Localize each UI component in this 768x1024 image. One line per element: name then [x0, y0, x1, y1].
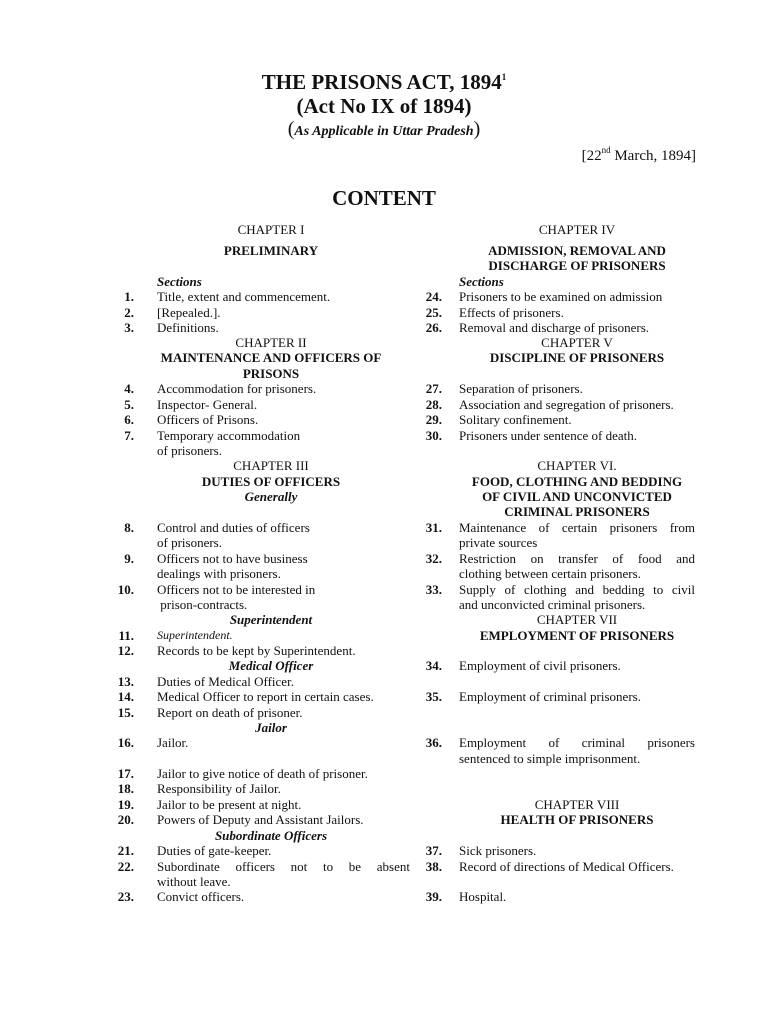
chapter-2-title: MAINTENANCE AND OFFICERS OF [160, 350, 382, 365]
section-title: Removal and discharge of prisoners. [459, 320, 650, 335]
section-title-cont: prison-contracts. [157, 597, 248, 612]
section-number: 38. [425, 859, 442, 874]
section-title: Employment of criminal prisoners. [459, 689, 641, 704]
act-date: [22nd March, 1894] [581, 145, 696, 164]
chapter-8-title: HEALTH OF PRISONERS [500, 812, 654, 827]
subheading-medical-officer: Medical Officer [228, 658, 314, 673]
section-title: Definitions. [157, 320, 219, 335]
section-title: Powers of Deputy and Assistant Jailors. [157, 812, 364, 827]
section-number: 3. [124, 320, 134, 335]
section-title: Officers not to have business [157, 551, 308, 566]
section-title: Supply of clothing and bedding to civil [459, 582, 695, 597]
section-title: Solitary confinement. [459, 412, 572, 427]
section-title: Responsibility of Jailor. [157, 781, 281, 796]
section-number: 24. [425, 289, 442, 304]
section-title: Duties of gate-keeper. [157, 843, 272, 858]
section-number: 21. [117, 843, 134, 858]
section-title: Jailor. [157, 735, 189, 750]
section-title: Temporary accommodation [157, 428, 301, 443]
section-title: Effects of prisoners. [459, 305, 564, 320]
chapter-2-label: CHAPTER II [235, 335, 307, 350]
section-number: 29. [425, 412, 442, 427]
section-title-cont: of prisoners. [157, 443, 222, 458]
section-number: 37. [425, 843, 442, 858]
chapter-6-title-cont: OF CIVIL AND UNCONVICTED [482, 489, 672, 504]
section-number: 36. [425, 735, 442, 750]
section-title: Separation of prisoners. [459, 381, 583, 396]
section-title: Officers of Prisons. [157, 412, 259, 427]
chapter-7-title: EMPLOYMENT OF PRISONERS [479, 628, 675, 643]
section-number: 7. [124, 428, 134, 443]
section-title: Control and duties of officers [157, 520, 310, 535]
section-title: Subordinate officers not to be absent [157, 859, 410, 874]
chapter-4-label: CHAPTER IV [538, 222, 616, 237]
section-number: 35. [425, 689, 442, 704]
chapter-6-title-cont: CRIMINAL PRISONERS [504, 504, 650, 519]
section-number: 5. [124, 397, 134, 412]
chapter-1-title: PRELIMINARY [223, 243, 319, 258]
section-number: 17. [117, 766, 134, 781]
section-title: Title, extent and commencement. [157, 289, 331, 304]
section-number: 22. [117, 859, 134, 874]
section-title-cont: sentenced to simple imprisonment. [459, 751, 641, 766]
section-title: Duties of Medical Officer. [157, 674, 294, 689]
section-number: 34. [425, 658, 442, 673]
section-title-cont: without leave. [157, 874, 231, 889]
section-number: 28. [425, 397, 442, 412]
section-title: Prisoners to be examined on admission [459, 289, 663, 304]
subheading-superintendent: Superintendent [229, 612, 313, 627]
section-title: Sick prisoners. [459, 843, 537, 858]
section-title: Hospital. [459, 889, 507, 904]
section-number: 15. [117, 705, 134, 720]
section-number: 23. [117, 889, 134, 904]
chapter-5-title: DISCIPLINE OF PRISONERS [489, 350, 665, 365]
section-title: Employment of civil prisoners. [459, 658, 621, 673]
section-number: 19. [117, 797, 134, 812]
chapter-8-label: CHAPTER VIII [534, 797, 620, 812]
chapter-4-title: ADMISSION, REMOVAL AND [488, 243, 666, 258]
chapter-4-title-cont: DISCHARGE OF PRISONERS [488, 258, 666, 273]
section-number: 12. [117, 643, 134, 658]
section-number: 18. [117, 781, 134, 796]
section-number: 33. [425, 582, 442, 597]
section-number: 27. [425, 381, 442, 396]
chapter-2-title-cont: PRISONS [242, 366, 300, 381]
section-title-cont: and unconvicted criminal prisoners. [459, 597, 646, 612]
section-title: Association and segregation of prisoners. [459, 397, 674, 412]
section-title: Records to be kept by Superintendent. [157, 643, 356, 658]
section-title-cont: of prisoners. [157, 535, 222, 550]
chapter-7-label: CHAPTER VII [536, 612, 618, 627]
section-number: 16. [117, 735, 134, 750]
section-title: Prisoners under sentence of death. [459, 428, 637, 443]
section-number: 4. [124, 381, 134, 396]
content-heading: CONTENT [332, 186, 436, 210]
section-title: Employment of criminal prisoners [459, 735, 695, 750]
section-number: 20. [117, 812, 134, 827]
sections-label: Sections [459, 274, 504, 289]
section-title: Medical Officer to report in certain cases. [157, 689, 374, 704]
section-title: Maintenance of certain prisoners from [459, 520, 695, 535]
section-title: Restriction on transfer of food and [459, 551, 695, 566]
section-title: Accommodation for prisoners. [157, 381, 317, 396]
sections-label: Sections [157, 274, 202, 289]
section-number: 39. [425, 889, 442, 904]
chapter-3-title: DUTIES OF OFFICERS [201, 474, 341, 489]
section-title: Record of directions of Medical Officers. [459, 859, 674, 874]
chapter-5-label: CHAPTER V [541, 335, 613, 350]
act-title: THE PRISONS ACT, 1894$^1$ [261, 70, 507, 94]
applicability-note: (As Applicable in Uttar Pradesh) [287, 118, 481, 140]
chapter-3-label: CHAPTER III [233, 458, 309, 473]
subheading-generally: Generally [244, 489, 298, 504]
section-number: 9. [124, 551, 134, 566]
section-title: Convict officers. [157, 889, 245, 904]
section-number: 8. [124, 520, 134, 535]
section-title-cont: clothing between certain prisoners. [459, 566, 641, 581]
section-number: 13. [117, 674, 134, 689]
section-title-cont: private sources [459, 535, 538, 550]
act-number: (Act No IX of 1894) [296, 94, 472, 118]
section-title: Jailor to be present at night. [157, 797, 302, 812]
subheading-jailor: Jailor [255, 720, 287, 735]
section-number: 11. [118, 628, 134, 643]
chapter-6-title: FOOD, CLOTHING AND BEDDING [471, 474, 683, 489]
section-number: 32. [425, 551, 442, 566]
section-number: 2. [124, 305, 134, 320]
section-title: Inspector- General. [157, 397, 258, 412]
subheading-subordinate-officers: Subordinate Officers [214, 828, 328, 843]
section-title: Superintendent. [157, 628, 233, 642]
chapter-6-label: CHAPTER VI. [537, 458, 617, 473]
section-number: 30. [425, 428, 442, 443]
section-number: 1. [124, 289, 134, 304]
section-title: [Repealed.]. [157, 305, 221, 320]
section-title: Officers not to be interested in [157, 582, 316, 597]
section-number: 14. [117, 689, 134, 704]
section-number: 31. [425, 520, 442, 535]
section-number: 10. [117, 582, 134, 597]
section-title: Jailor to give notice of death of prisoner. [157, 766, 368, 781]
section-number: 25. [425, 305, 442, 320]
chapter-1-label: CHAPTER I [237, 222, 305, 237]
section-number: 26. [425, 320, 442, 335]
footnote-marker: 1 [501, 72, 507, 82]
section-number: 6. [124, 412, 134, 427]
section-title: Report on death of prisoner. [157, 705, 303, 720]
section-title-cont: dealings with prisoners. [157, 566, 281, 581]
